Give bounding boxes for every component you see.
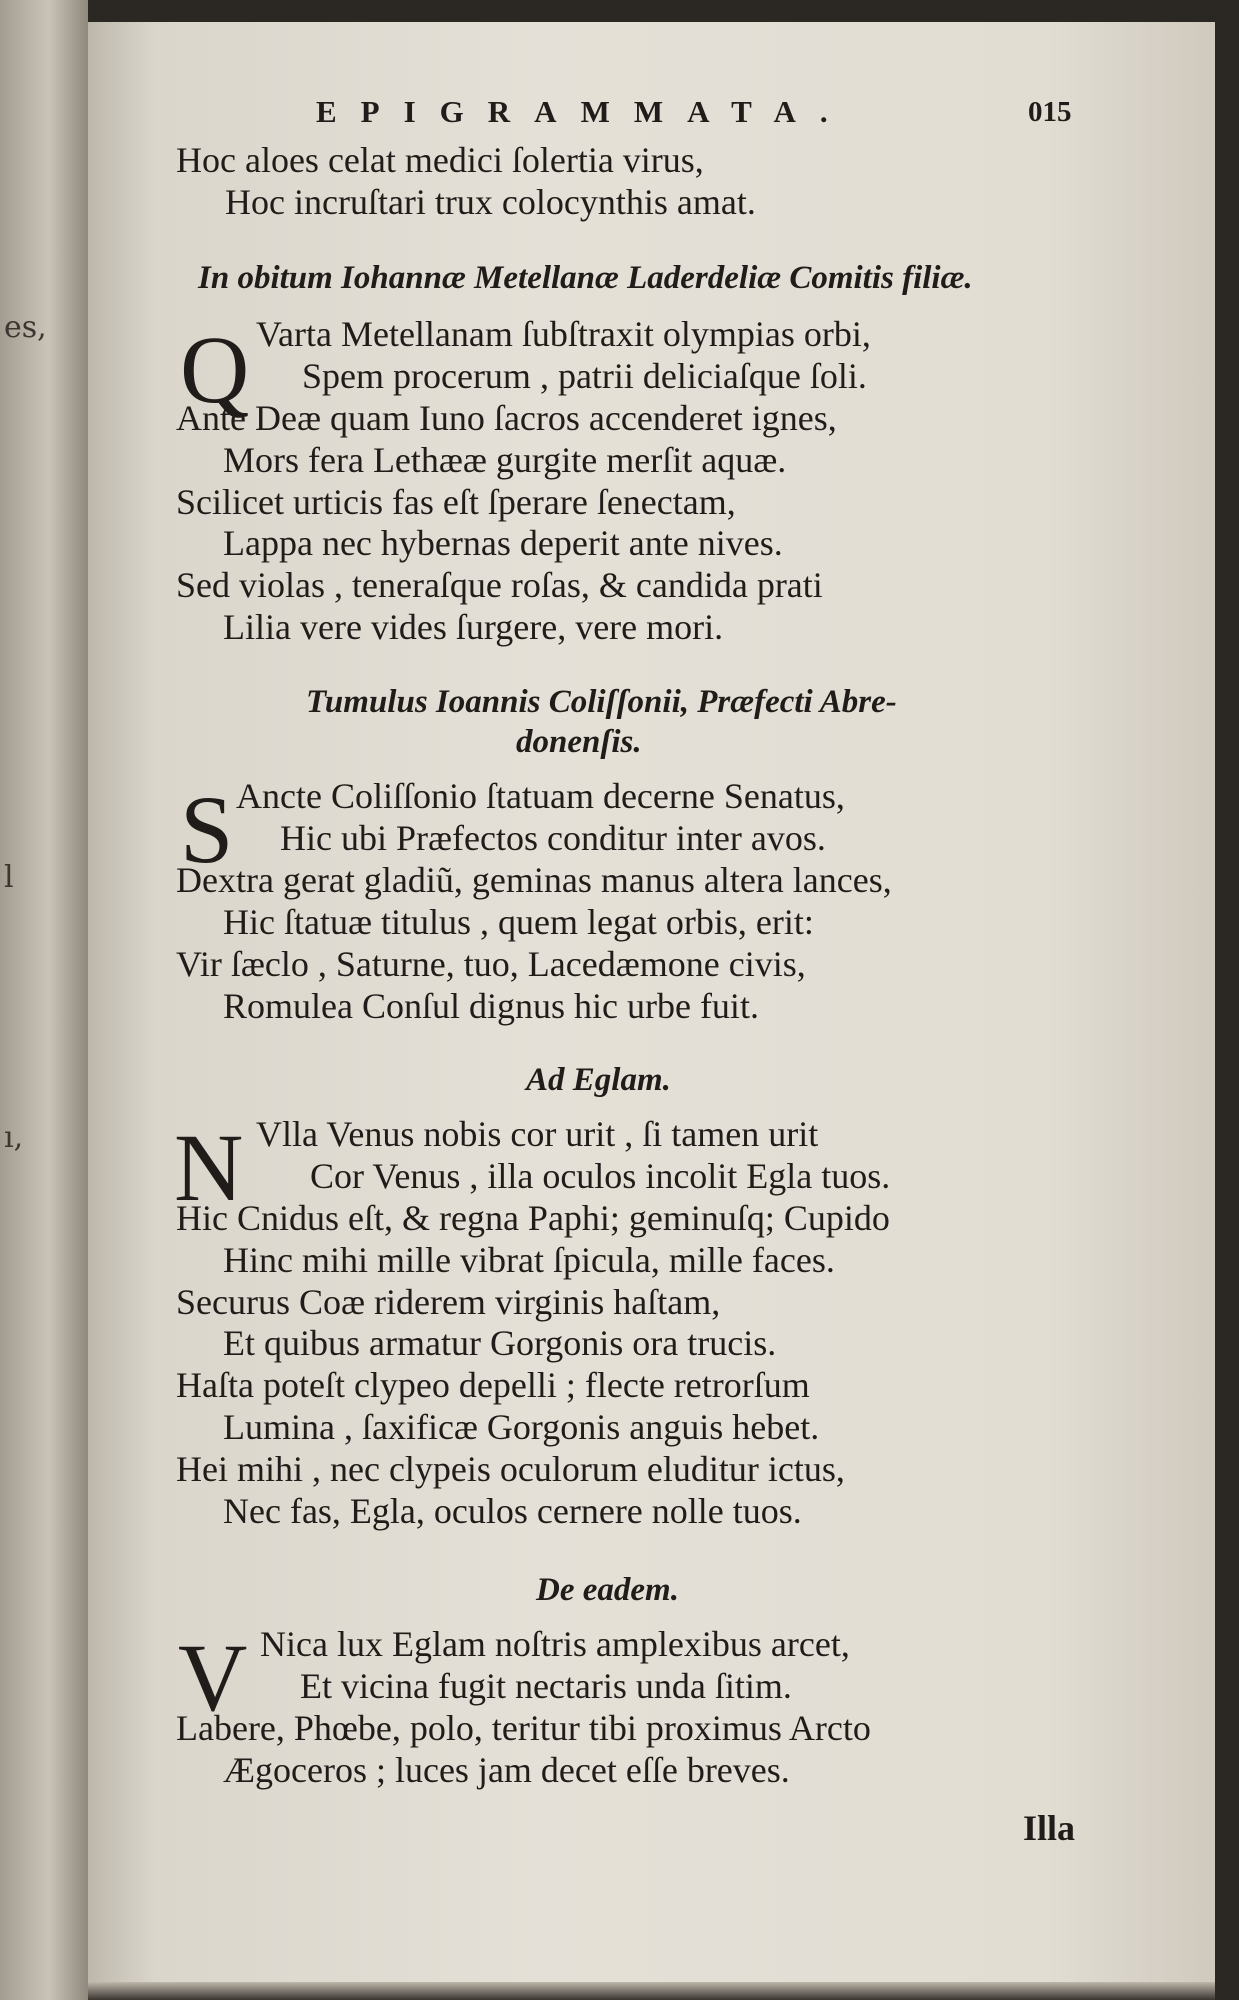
drop-capital: N xyxy=(174,1114,244,1221)
verse-line: Spem procerum , patrii deliciaſque ſoli. xyxy=(302,356,867,396)
verse-line: Mors fera Lethææ gurgite merſit aquæ. xyxy=(223,440,787,480)
book-page xyxy=(88,22,1215,1982)
verse-line: Lilia vere vides ſurgere, vere mori. xyxy=(223,607,724,647)
drop-capital: S xyxy=(180,776,234,883)
verse-line: Dextra gerat gladiũ, geminas manus altera lances, xyxy=(176,860,892,900)
drop-capital: Q xyxy=(180,316,250,423)
verse-line: Securus Coæ riderem virginis haſtam, xyxy=(176,1282,721,1322)
verse-line: Nica lux Eglam noſtris amplexibus arcet, xyxy=(260,1624,850,1664)
verse-line: Sed violas , teneraſque roſas, & candida prati xyxy=(176,565,823,605)
verse-line: Ante Deæ quam Iuno ſacros accenderet ignes, xyxy=(176,398,837,438)
verse-line: Ægoceros ; luces jam decet eſſe breves. xyxy=(223,1750,790,1790)
verse-line: Lappa nec hybernas deperit ante nives. xyxy=(223,523,783,563)
facing-page-fragment: ı, xyxy=(4,1120,24,1155)
verse-line: Ancte Coliſſonio ſtatuam decerne Senatus, xyxy=(236,776,845,816)
page-header xyxy=(88,94,1215,146)
verse-line: Scilicet urticis fas eſt ſperare ſenectam, xyxy=(176,482,736,522)
verse-line: Haſta poteſt clypeo depelli ; flecte retrorſum xyxy=(176,1365,810,1405)
poem-title: De eadem. xyxy=(536,1572,679,1608)
verse-line: Hinc mihi mille vibrat ſpicula, mille faces. xyxy=(223,1240,835,1280)
verse-line: Et quibus armatur Gorgonis ora trucis. xyxy=(223,1323,777,1363)
verse-line: Nec fas, Egla, oculos cernere nolle tuos. xyxy=(223,1491,802,1531)
drop-capital: V xyxy=(178,1624,248,1731)
verse-line: Hei mihi , nec clypeis oculorum eluditur ictus, xyxy=(176,1449,845,1489)
verse-line: Hic ubi Præfectos conditur inter avos. xyxy=(280,818,826,858)
verse-line: Cor Venus , illa oculos incolit Egla tuos. xyxy=(310,1156,891,1196)
verse-line: Lumina , ſaxificæ Gorgonis anguis hebet. xyxy=(223,1407,820,1447)
facing-page-fragment: l xyxy=(4,860,14,895)
verse-line: Et vicina fugit nectaris unda ſitim. xyxy=(300,1666,792,1706)
verse-line: Vir ſæclo , Saturne, tuo, Lacedæmone civis, xyxy=(176,944,806,984)
verse-line: Vlla Venus nobis cor urit , ſi tamen urit xyxy=(256,1114,819,1154)
poem-title: In obitum Iohannæ Metellanæ Laderdeliæ Comitis filiæ. xyxy=(198,260,973,296)
facing-page-fragment: es, xyxy=(4,310,47,345)
verse-line: Hoc aloes celat medici ſolertia virus, xyxy=(176,140,704,180)
verse-line: Hic ſtatuæ titulus , quem legat orbis, erit: xyxy=(223,902,814,942)
poem-title: Tumulus Ioannis Coliſſonii, Præfecti Abre- xyxy=(306,684,897,720)
verse-line: Labere, Phœbe, polo, teritur tibi proximus Arcto xyxy=(176,1708,871,1748)
verse-line: Romulea Conſul dignus hic urbe fuit. xyxy=(223,986,759,1026)
verse-line: Hoc incruſtari trux colocynthis amat. xyxy=(225,182,756,222)
facing-page-edge xyxy=(0,0,88,2000)
catchword: Illa xyxy=(1023,1808,1076,1848)
poem-title-continuation: donenſis. xyxy=(516,724,642,760)
poem-title: Ad Eglam. xyxy=(526,1062,671,1098)
page-bottom-shadow xyxy=(88,1982,1215,2000)
page-number: 015 xyxy=(1028,96,1072,128)
verse-line: Hic Cnidus eſt, & regna Paphi; geminuſq; Cupido xyxy=(176,1198,890,1238)
verse-line: Varta Metellanam ſubſtraxit olympias orbi, xyxy=(256,314,871,354)
running-title: EPIGRAMMATA. xyxy=(316,94,852,129)
